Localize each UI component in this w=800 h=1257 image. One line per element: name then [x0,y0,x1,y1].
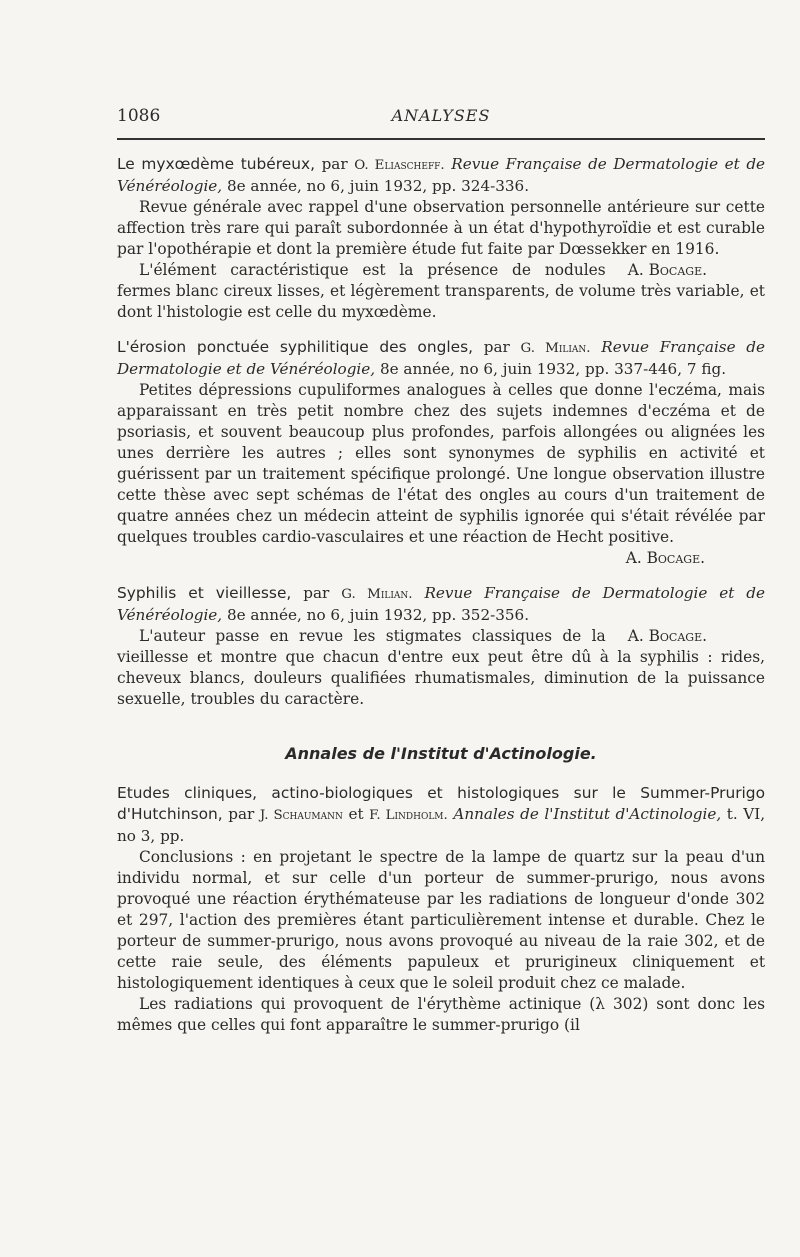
by-word: par [483,338,510,356]
by-word: par [228,805,255,823]
reference [117,783,765,847]
article-title: Le myxœdème tubéreux, [117,155,315,173]
abstract-entry [117,583,765,710]
journal: Annales de l'Institut d'Actinologie, [453,805,722,823]
by-word: par [303,584,330,602]
article-title: L'érosion ponctuée syphilitique des ongles, [117,338,474,356]
author: J. Schaumann [259,808,343,823]
reference [117,154,765,197]
abstract-paragraph: Revue générale avec rappel d'une observation personnelle antérieure sur cette affection très rare qui paraît subordonnée à un état d'hypothyroïdie et est curable par l'opothérapie et dont la première étude fut faite par Dœssekker en 1916. [117,198,765,258]
abstract-paragraph [117,626,765,710]
journal: Revue Française de Dermatologie et de Vénéréologie, [117,584,766,624]
journal: Revue Française de Dermatologie et de Vénéréologie, [117,155,766,195]
publication-details: 8e année, no 6, juin 1932, pp. 337-446, 7 fig. [379,360,727,378]
author: G. Milian. [520,341,591,356]
signature: A. Bocage. [627,627,707,645]
article-title: Syphilis et vieillesse, [117,584,292,602]
abstract-paragraph: Petites dépressions cupuliformes analogues à celles que donne l'eczéma, mais apparaissant en très petit nombre chez des sujets indemnes d'eczéma et de psoriasis, et souvent beaucoup plus profondes, parfois allongées ou alignées les unes derrière les autres ; elles sont synonymes de syphilis en activité et guérissent par un traitement spécifique prolongé. Une longue observation illustre cette thèse avec sept schémas de l'état des ongles au cours d'un traitement de quatre années chez un médecin atteint de syphilis ignorée qui s'était révélée par quelques troubles cardio-vasculaires et une réaction de Hecht positive. [117,381,765,546]
paragraph-text: L'auteur passe en revue les stigmates classiques de la vieillesse et montre que chacun d'entre eux peut être dû à la syphilis : rides, cheveux blancs, douleurs qualifiées rhumatismales, diminution de la puissance sexuelle, troubles du caractère. [117,627,765,708]
signature: A. Bocage. [625,549,705,567]
article-title: Etudes cliniques, actino-biologiques et histologiques sur le Summer-Prurigo d'Hutchinson, [117,784,765,823]
publication-details: t. VI, no 3, pp. [117,805,766,845]
abstract-entry [117,337,765,569]
author: F. Lindholm. [369,808,448,823]
abstract-entry [117,783,765,1036]
abstract-paragraph: Les radiations qui provoquent de l'érythème actinique (λ 302) sont donc les mêmes que celles qui font apparaître le summer-prurigo (il [117,995,765,1034]
signature: A. Bocage. [627,261,707,279]
paragraph-text: L'élément caractéristique est la présence de nodules fermes blanc cireux lisses, et légèrement transparents, de volume très variable, et dont l'histologie est celle du myxœdème. [117,261,765,321]
header-rule [117,138,765,140]
running-head: ANALYSES [391,106,491,125]
document-page [117,100,765,1036]
and-word: et [348,805,364,823]
reference [117,337,765,380]
publication-details: 8e année, no 6, juin 1932, pp. 324-336. [226,177,530,195]
author: O. Eliascheff. [354,158,445,173]
publication-details: 8e année, no 6, juin 1932, pp. 352-356. [226,606,530,624]
page-number: 1086 [117,106,161,126]
reference [117,583,765,626]
author: G. Milian. [341,587,413,602]
section-title: Annales de l'Institut d'Actinologie. [285,744,597,763]
page-header [117,100,765,140]
abstract-paragraph: Conclusions : en projetant le spectre de la lampe de quartz sur la peau d'un individu normal, et sur celle d'un porteur de summer-prurigo, nous avons provoqué une réaction érythémateuse par les radiations de longueur d'onde 302 et 297, l'action des premières étant particulièrement intense et durable. Chez le porteur de summer-prurigo, nous avons provoqué au niveau de la raie 302, et de cette raie seule, des éléments papuleux et prurigineux cliniquement et histologiquement identiques à ceux que le soleil produit chez ce malade. [117,848,765,992]
abstract-paragraph [117,260,765,323]
by-word: par [321,155,348,173]
journal: Revue Française de Dermatologie et de Vénéréologie, [117,338,766,378]
abstract-entry [117,154,765,323]
